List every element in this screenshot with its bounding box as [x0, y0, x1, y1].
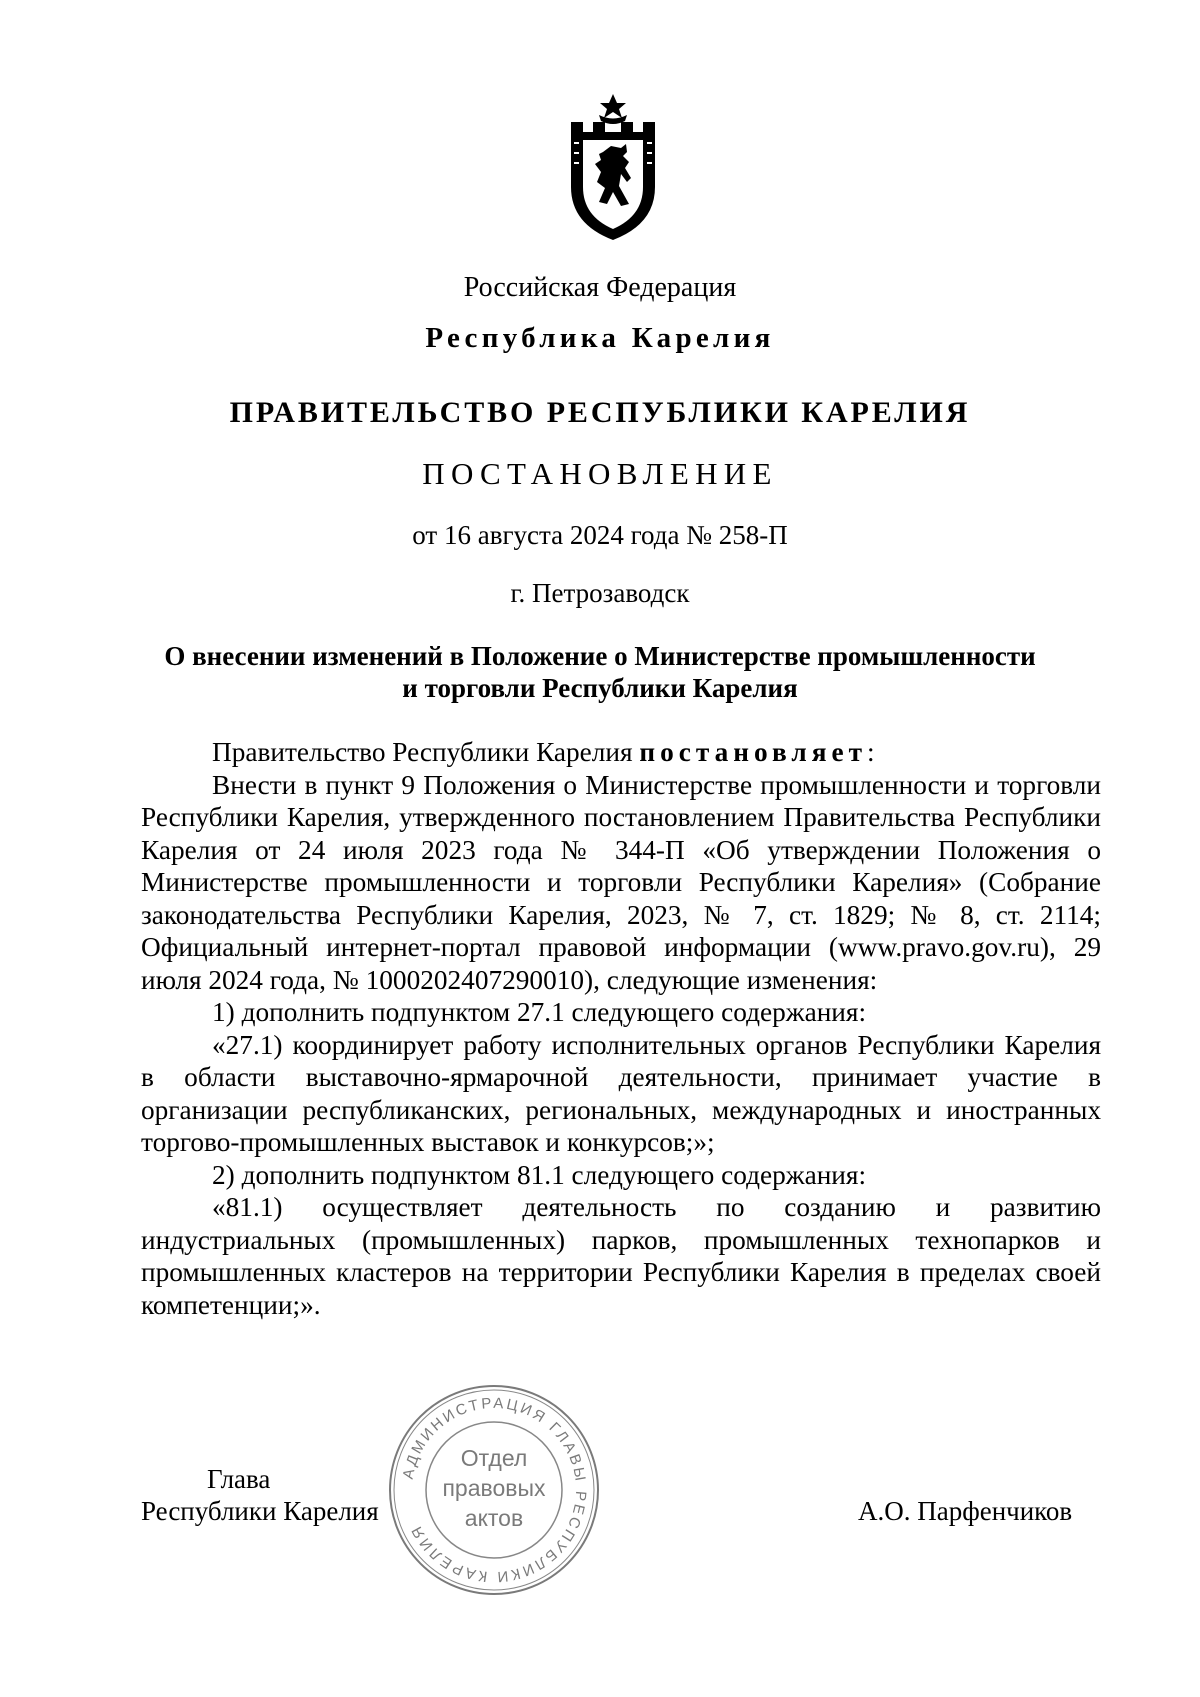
- signatory-name: А.О. Парфенчиков: [858, 1496, 1073, 1526]
- intro-paragraph: [141, 736, 1101, 769]
- body-paragraph: 2) дополнить подпунктом 81.1 следующего содержания:: [212, 1159, 867, 1190]
- stamp-text-line-2: правовых: [442, 1475, 546, 1501]
- intro-spaced-verb: постановляет: [639, 737, 867, 767]
- signatory-title-line-1: Глава: [207, 1464, 271, 1494]
- document-type: ПОСТАНОВЛЕНИЕ: [422, 456, 778, 491]
- signatory-title-line-2: Республики Карелия: [141, 1496, 379, 1526]
- intro-text: Правительство Республики Карелия: [212, 737, 640, 767]
- stamp-ring-text: АДМИНИСТРАЦИЯ ГЛАВЫ РЕСПУБЛИКИ КАРЕЛИЯ: [399, 1394, 590, 1586]
- republic-name: Республика Карелия: [425, 322, 775, 354]
- country-name: Российская Федерация: [463, 272, 737, 303]
- document-subject: [0, 640, 1200, 704]
- document-body: [141, 736, 1101, 1321]
- karelia-coat-of-arms-icon: [563, 92, 663, 242]
- subject-line-1: О внесении изменений в Положение о Министерстве промышленности: [164, 641, 1036, 671]
- body-paragraph: 1) дополнить подпунктом 27.1 следующего содержания:: [212, 997, 867, 1027]
- date-and-number: от 16 августа 2024 года № 258-П: [412, 520, 788, 550]
- body-paragraph: «27.1) координирует работу исполнительных органов Республики Карелия в области выставочно-ярмарочной деятельности, принимает участие в организации республиканских, региональных, международных и иностранных торгово-промышленных выставок и конкурсов;»;: [141, 1029, 1101, 1157]
- signatory-title: [141, 1463, 379, 1527]
- city: г. Петрозаводск: [510, 578, 690, 608]
- stamp-text-line-1: Отдел: [460, 1445, 528, 1471]
- subject-line-2: и торговли Республики Карелия: [402, 673, 798, 703]
- body-paragraph: «81.1) осуществляет деятельность по созданию и развитию индустриальных (промышленных) парков, промышленных технопарков и промышленных кластеров на территории Республики Карелия в пределах своей компетенции;».: [141, 1192, 1101, 1320]
- government-title: ПРАВИТЕЛЬСТВО РЕСПУБЛИКИ КАРЕЛИЯ: [229, 396, 971, 429]
- stamp-text-line-3: актов: [464, 1505, 524, 1531]
- official-stamp: [384, 1380, 604, 1600]
- intro-colon: :: [867, 737, 875, 767]
- body-paragraph: Внести в пункт 9 Положения о Министерстве промышленности и торговли Республики Карелия, утвержденного постановлением Правительства Республики Карелия от 24 июля 2023 года № 344-П «Об утверждении Положения о Министерстве промышленности и торговли Республики Карелия» (Собрание законодательства Республики Карелия, 2023, № 7, ст. 1829; № 8, ст. 2114; Официальный интернет-портал правовой информации (www.pravo.gov.ru), 29 июля 2024 года, № 1000202407290010), следующие изменения:: [141, 769, 1101, 995]
